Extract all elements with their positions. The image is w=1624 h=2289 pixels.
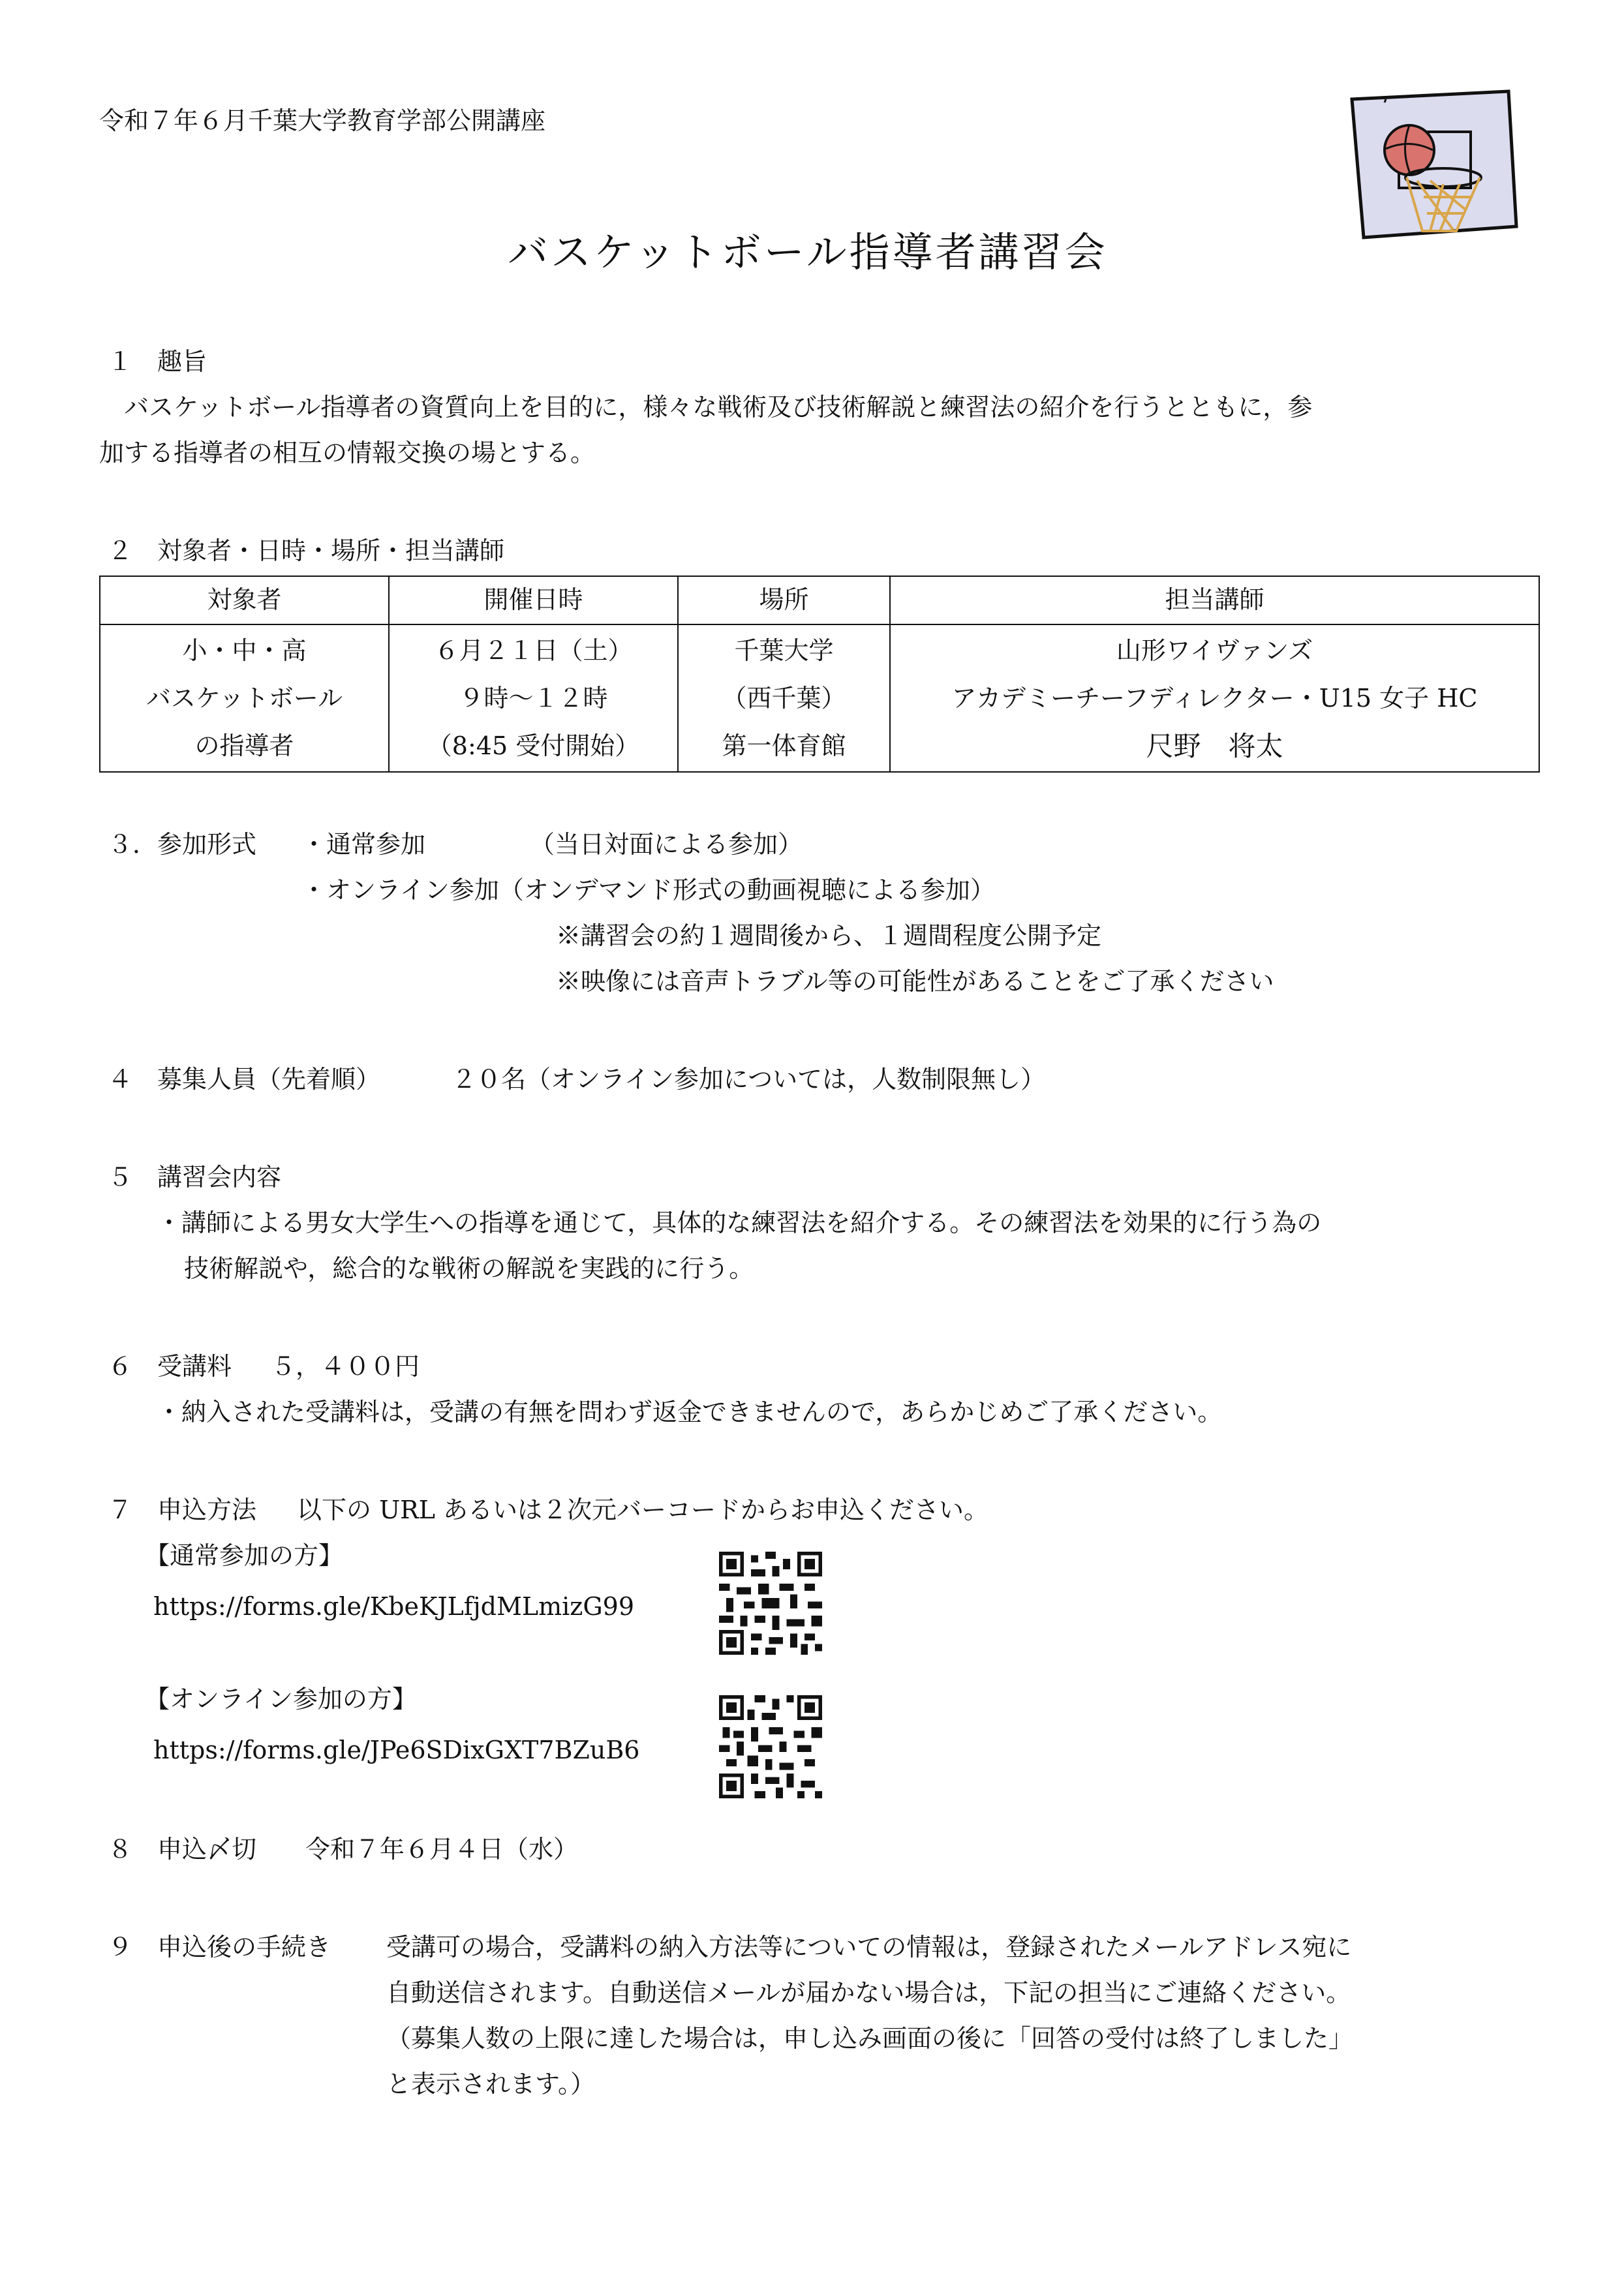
section-9-heading: ９ 申込後の手続き bbox=[108, 1933, 331, 1961]
regular-participation: ・通常参加 bbox=[301, 830, 426, 859]
section-9-line-4: と表示されます。） bbox=[386, 2070, 595, 2098]
section-1-heading: １ 趣旨 bbox=[108, 347, 207, 376]
section-9-line-2: 自動送信されます。自動送信メールが届かない場合は，下記の担当にご連絡ください。 bbox=[386, 1978, 1351, 2007]
basketball-hoop-icon bbox=[1345, 86, 1528, 249]
capacity-value: ２０名（オンライン参加については，人数制限無し） bbox=[452, 1065, 1046, 1094]
online-note-2: ※映像には音声トラブル等の可能性があることをご了承ください bbox=[556, 967, 1274, 996]
datetime-cell: ６月２１日（土） ９時～１２時 （8:45 受付開始） bbox=[389, 624, 678, 772]
deadline-value: 令和７年６月４日（水） bbox=[305, 1835, 579, 1864]
online-form-link[interactable]: https://forms.gle/JPe6SDixGXT7BZuB6 bbox=[153, 1736, 640, 1764]
regular-form-label: 【通常参加の方】 bbox=[145, 1541, 344, 1570]
section-3-heading: ３．参加形式 bbox=[108, 830, 257, 859]
online-participation: ・オンライン参加（オンデマンド形式の動画視聴による参加） bbox=[301, 876, 995, 904]
page-title: バスケットボール指導者講習会 bbox=[508, 228, 1108, 276]
fee-note: ・納入された受講料は，受講の有無を問わず返金できませんので，あらかじめご了承ください。 bbox=[157, 1398, 1223, 1426]
venue-cell: 千葉大学 （西千葉） 第一体育館 bbox=[678, 624, 890, 772]
section-9-line-1: 受講可の場合，受講料の納入方法等についての情報は，登録されたメールアドレス宛に bbox=[386, 1933, 1352, 1961]
section-2-heading: ２ 対象者・日時・場所・担当講師 bbox=[108, 536, 505, 565]
table-header: 担当講師 bbox=[890, 576, 1539, 624]
section-5-line-2: 技術解説や，総合的な戦術の解説を実践的に行う。 bbox=[184, 1254, 754, 1283]
section-5-line-1: ・講師による男女大学生への指導を通じて，具体的な練習法を紹介する。その練習法を効果的に行う為の bbox=[157, 1208, 1322, 1237]
table-header: 対象者 bbox=[100, 576, 389, 624]
regular-participation-note: （当日対面による参加） bbox=[530, 830, 803, 859]
instructor-cell: 山形ワイヴァンズ アカデミーチーフディレクター・U15 女子 HC 尺野 将太 bbox=[890, 624, 1539, 772]
section-4-heading: ４ 募集人員（先着順） bbox=[108, 1065, 381, 1094]
table-header: 場所 bbox=[678, 576, 890, 624]
qr-code-icon[interactable] bbox=[719, 1552, 822, 1655]
online-note-1: ※講習会の約１週間後から、１週間程度公開予定 bbox=[556, 921, 1102, 950]
section-8-heading: ８ 申込〆切 bbox=[108, 1835, 257, 1864]
series-label: 令和７年６月千葉大学教育学部公開講座 bbox=[99, 106, 546, 135]
online-form-label: 【オンライン参加の方】 bbox=[145, 1685, 417, 1713]
section-1-line-2: 加する指導者の相互の情報交換の場とする。 bbox=[99, 438, 596, 467]
section-9-line-3: （募集人数の上限に達した場合は，申し込み画面の後に「回答の受付は終了しました」 bbox=[386, 2024, 1354, 2053]
section-6-heading: ６ 受講料 bbox=[108, 1352, 232, 1381]
regular-form-link[interactable]: https://forms.gle/KbeKJLfjdMLmizG99 bbox=[153, 1592, 635, 1621]
section-7-heading: ７ 申込方法 bbox=[108, 1496, 257, 1524]
section-1-line-1: バスケットボール指導者の資質向上を目的に，様々な戦術及び技術解説と練習法の紹介を行うとともに，参 bbox=[99, 393, 1313, 422]
info-table bbox=[99, 576, 1540, 773]
section-5-heading: ５ 講習会内容 bbox=[108, 1163, 282, 1191]
application-intro: 以下の URL あるいは２次元バーコードからお申込ください。 bbox=[297, 1496, 989, 1524]
qr-code-icon[interactable] bbox=[719, 1695, 822, 1798]
target-cell: 小・中・高 バスケットボール の指導者 bbox=[100, 624, 389, 772]
fee-value: ５，４００円 bbox=[271, 1352, 420, 1381]
table-header: 開催日時 bbox=[389, 576, 678, 624]
